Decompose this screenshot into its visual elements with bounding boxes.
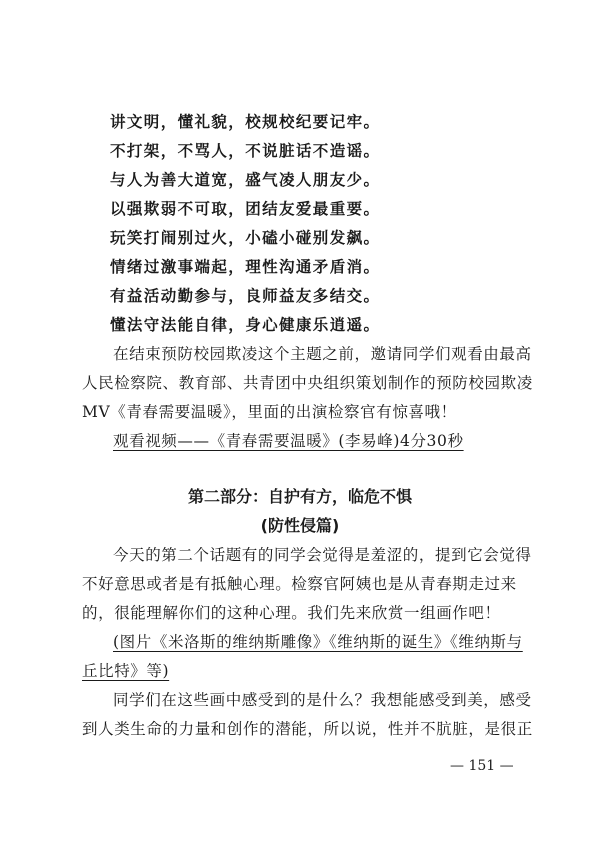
para3-line-1: 同学们在这些画中感受到的是什么？我想能感受到美，感受 bbox=[113, 691, 532, 709]
intro-line-2: 人民检察院、教育部、共青团中央组织策划制作的预防校园欺凌 bbox=[82, 374, 533, 392]
section-title: 第二部分：自护有方，临危不惧 bbox=[187, 487, 412, 506]
para3-line-2: 到人类生命的力量和创作的潜能，所以说，性并不肮脏，是很正 bbox=[82, 720, 533, 738]
page-number: — 151 — bbox=[450, 758, 514, 774]
para2-line-3: 的，很能理解你们的这种心理。我们先来欣赏一组画作吧！ bbox=[82, 604, 501, 622]
intro-line-1: 在结束预防校园欺凌这个主题之前，邀请同学们观看由最高 bbox=[113, 345, 532, 363]
video-note: 观看视频——《青春需要温暖》(李易峰)4分30秒 bbox=[113, 432, 464, 450]
verse-line-1: 讲文明，懂礼貌，校规校纪要记牢。 bbox=[110, 113, 381, 131]
verse-line-3: 与人为善大道宽，盛气凌人朋友少。 bbox=[110, 171, 381, 189]
verse-line-2: 不打架，不骂人，不说脏话不造谣。 bbox=[110, 142, 381, 160]
para2-line-2: 不好意思或者是有抵触心理。检察官阿姨也是从青春期走过来 bbox=[82, 575, 517, 593]
intro-line-3: MV《青春需要温暖》，里面的出演检察官有惊喜哦！ bbox=[82, 403, 457, 421]
picture-note-line-2: 丘比特》等) bbox=[82, 662, 170, 680]
picture-note-line-1: (图片《米洛斯的维纳斯雕像》《维纳斯的诞生》《维纳斯与 bbox=[113, 633, 523, 651]
para2-line-1: 今天的第二个话题有的同学会觉得是羞涩的，提到它会觉得 bbox=[113, 546, 532, 564]
verse-line-8: 懂法守法能自律，身心健康乐逍遥。 bbox=[110, 316, 381, 334]
verse-line-5: 玩笑打闹别过火，小磕小碰别发飙。 bbox=[110, 229, 381, 247]
verse-line-4: 以强欺弱不可取，团结友爱最重要。 bbox=[110, 200, 381, 218]
verse-line-6: 情绪过激事端起，理性沟通矛盾消。 bbox=[110, 258, 381, 276]
verse-line-7: 有益活动勤参与，良师益友多结交。 bbox=[110, 287, 381, 305]
section-subtitle: (防性侵篇) bbox=[260, 516, 340, 535]
